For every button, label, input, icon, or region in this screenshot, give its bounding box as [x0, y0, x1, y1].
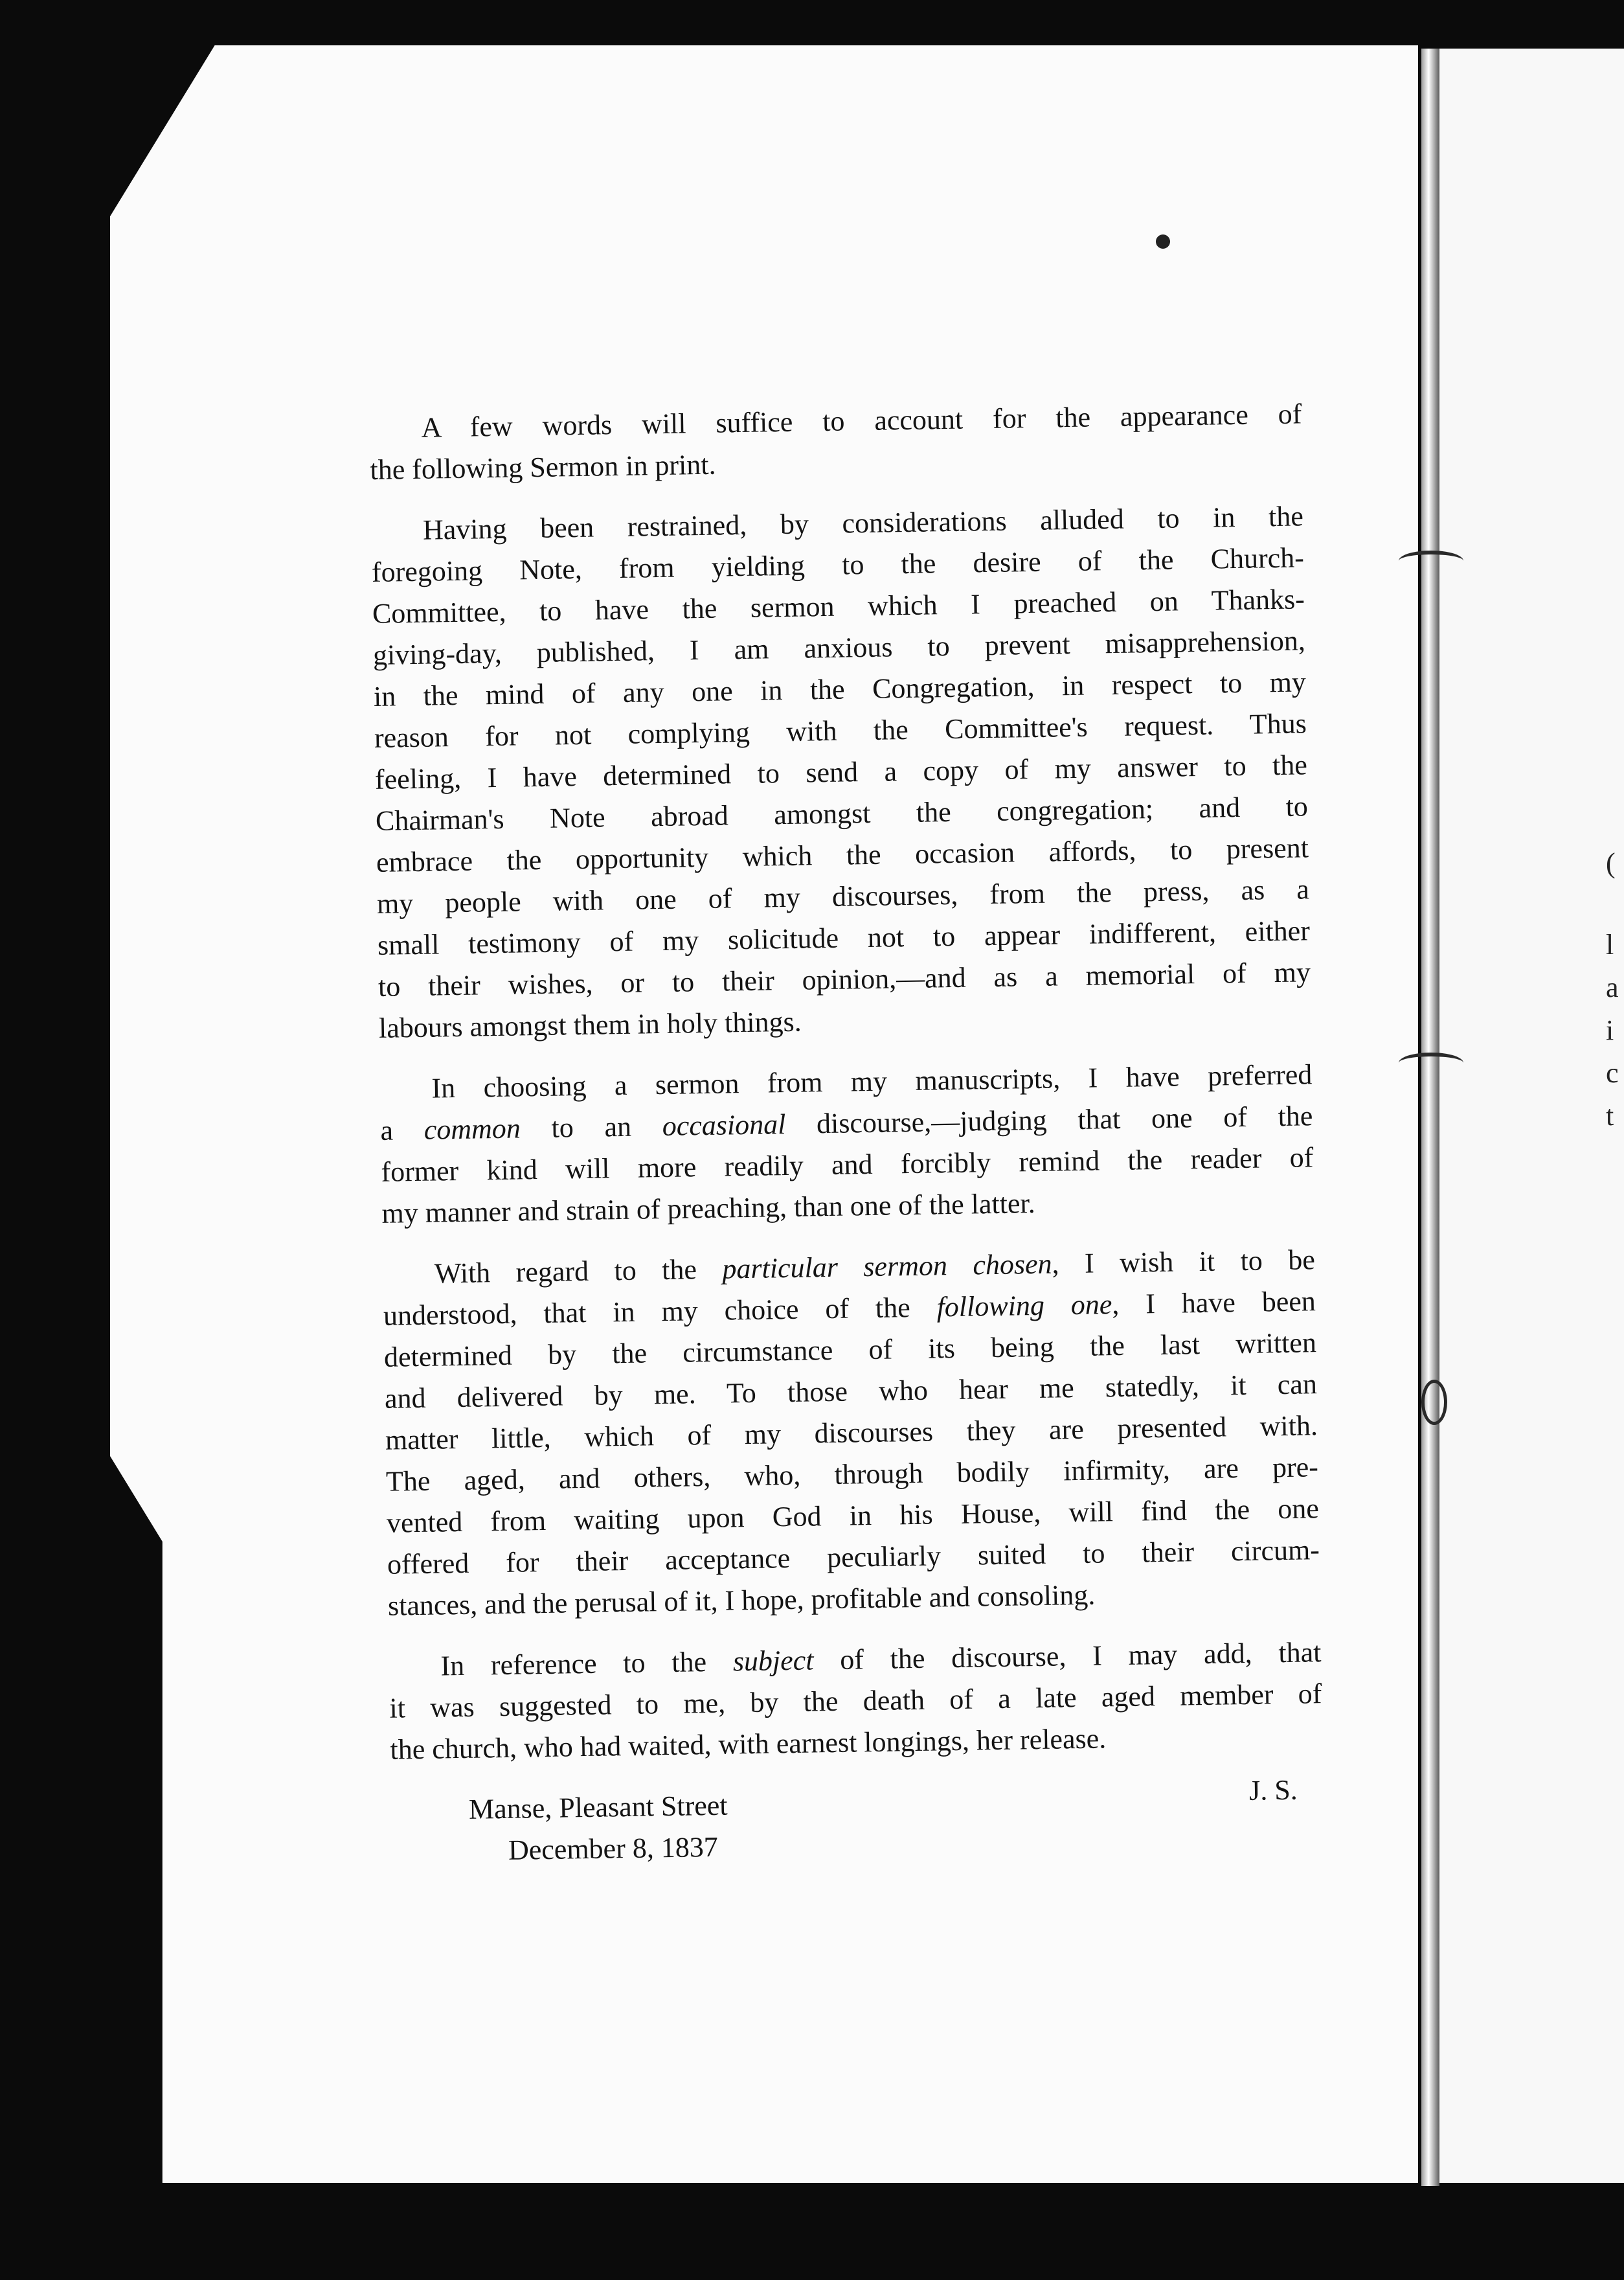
binding-stitch	[1399, 1053, 1463, 1073]
signature-date: December 8, 1837	[508, 1830, 719, 1866]
italic-phrase: following one	[936, 1288, 1112, 1323]
text-line: foregoing Note, from yielding to the desire of the Church-	[371, 542, 1305, 588]
fragment: a	[1606, 972, 1619, 1003]
text-run: In reference to the	[440, 1645, 734, 1682]
text-line: A few words will suffice to account for the appearance of	[421, 398, 1302, 444]
text-line: the following Sermon in print.	[370, 448, 716, 486]
text-line: giving-day, published, I am anxious to prevent misapprehension,	[372, 624, 1306, 671]
text-line: my manner and strain of preaching, than one of the latter.	[381, 1187, 1036, 1229]
text-line: In choosing a sermon from my manuscripts, I have preferred	[431, 1058, 1313, 1104]
italic-word: subject	[732, 1644, 814, 1678]
preface-text	[369, 393, 1325, 1887]
fragment: l	[1606, 929, 1614, 961]
italic-word: occasional	[662, 1108, 786, 1143]
fragment: i	[1606, 1014, 1614, 1046]
text-run: , I wish it to be	[1052, 1244, 1316, 1280]
fragment: t	[1606, 1100, 1614, 1132]
text-line: stances, and the perusal of it, I hope, profitable and consoling.	[387, 1579, 1096, 1622]
right-page	[1434, 49, 1624, 2183]
text-line: Committee, to have the sermon which I preached on Thanks-	[372, 583, 1305, 630]
text-line: to their wishes, or to their opinion,—and as a memorial of my	[378, 956, 1311, 1003]
text-run: With regard to the	[434, 1253, 723, 1290]
text-line: small testimony of my solicitude not to appear indifferent, either	[377, 915, 1311, 961]
text-line: the church, who had waited, with earnest longings, her release.	[390, 1722, 1107, 1766]
text-line: labours amongst them in holy things.	[378, 1005, 802, 1044]
paragraph-4	[383, 1239, 1321, 1627]
italic-word: common	[423, 1112, 521, 1146]
text-line: determined by the circumstance of its being the last written	[383, 1327, 1317, 1373]
text-line: and delivered by me. To those who hear me statedly, it can	[384, 1368, 1318, 1415]
text-run: a	[380, 1113, 425, 1146]
text-line: embrace the opportunity which the occasion affords, to present	[376, 832, 1309, 878]
text-run: , I have been	[1111, 1285, 1316, 1321]
fragment: c	[1606, 1057, 1619, 1089]
text-line: my people with one of my discourses, from the press, as a	[376, 873, 1310, 920]
text-line: matter little, which of my discourses they are presented with.	[385, 1409, 1318, 1456]
text-line: offered for their acceptance peculiarly suited to their circum-	[387, 1534, 1320, 1580]
binding-stitch	[1399, 1380, 1463, 1419]
text-run: of the discourse, I may add, that	[813, 1636, 1322, 1676]
italic-phrase: particular sermon chosen	[722, 1248, 1052, 1285]
text-line: it was suggested to me, by the death of a late aged member of	[389, 1678, 1322, 1724]
text-line: former kind will more readily and forcibly remind the reader of	[381, 1141, 1314, 1188]
paragraph-5	[389, 1632, 1323, 1771]
text-run: understood, that in my choice of the	[383, 1291, 937, 1332]
signature-place: Manse, Pleasant Street	[468, 1789, 728, 1825]
binding-stitch	[1399, 551, 1463, 571]
text-line: The aged, and others, who, through bodily infirmity, are pre-	[385, 1451, 1319, 1498]
text-line: Having been restrained, by considerations alluded to in the	[422, 500, 1304, 546]
signature-initials: J. S.	[1248, 1773, 1298, 1807]
fragment: (	[1606, 847, 1616, 879]
text-line: vented from waiting upon God in his House, will find the one	[386, 1492, 1320, 1539]
paragraph-2	[370, 496, 1311, 1049]
text-run: discourse,—judging that one of the	[785, 1100, 1313, 1141]
text-line: feeling, I have determined to send a copy of my answer to the	[374, 749, 1308, 795]
signature-block	[391, 1775, 1325, 1887]
right-page-text-fragments	[1606, 842, 1624, 1137]
text-line: Chairman's Note abroad amongst the congregation; and to	[375, 790, 1309, 837]
paragraph-1	[369, 393, 1303, 491]
ink-spot	[1156, 234, 1170, 249]
text-line: reason for not complying with the Committee's request. Thus	[374, 707, 1307, 754]
text-line: in the mind of any one in the Congregation, in respect to my	[373, 666, 1307, 712]
paragraph-3	[379, 1054, 1314, 1235]
text-run: to an	[520, 1110, 663, 1145]
book-binding	[1421, 49, 1439, 2186]
